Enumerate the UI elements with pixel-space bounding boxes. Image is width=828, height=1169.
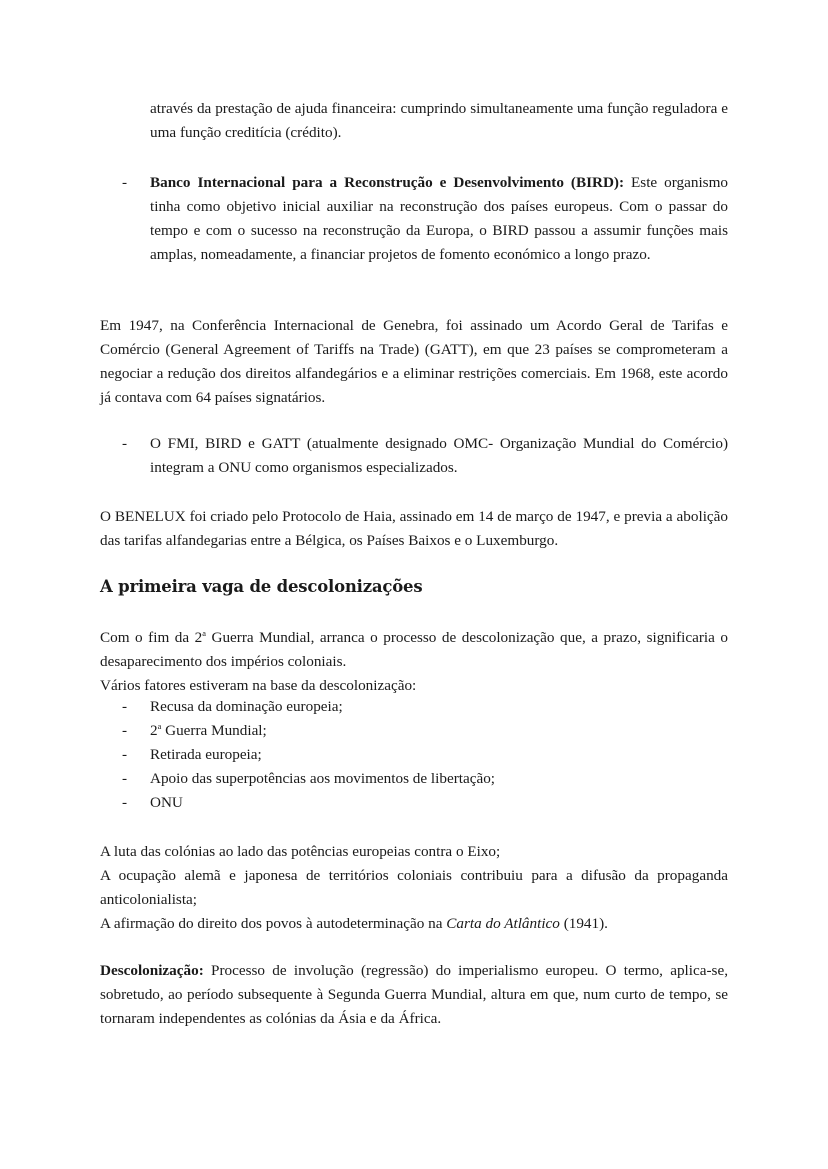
fmi-continuation: [150, 97, 728, 145]
ordinal-superscript: a: [202, 628, 206, 638]
list-dash: -: [122, 794, 128, 811]
list-item-text: [150, 722, 267, 739]
ordinal-number: 2: [150, 722, 158, 739]
gatt-paragraph-text: Em 1947, na Conferência Internacional de Genebra, foi assinado um Acordo Geral de Tarifas e Comércio (General Agreement of Tariffs na Trade) (GATT), em que 23 países se comprometeram a negociar a redução dos direitos alfandegários e a eliminar restrições comerciais. Em 1968, este acordo já contava com 64 países signatários.: [100, 317, 728, 406]
cause-line-2: A ocupação alemã e japonesa de territórios coloniais contribuiu para a difusão da propaganda anticolonialista;: [100, 867, 728, 908]
list-item: [122, 743, 622, 767]
causes-paragraph: [100, 840, 728, 936]
intro-paragraph: [100, 626, 728, 698]
cause-line-1: A luta das colónias ao lado das potências europeias contra o Eixo;: [100, 843, 501, 860]
onu-item-text: O FMI, BIRD e GATT (atualmente designado OMC- Organização Mundial do Comércio) integram a ONU como organismos especializados.: [150, 435, 728, 476]
list-item-text: Apoio das superpotências aos movimentos de libertação;: [150, 770, 496, 787]
list-item-text: Recusa da dominação europeia;: [150, 698, 343, 715]
carta-atlantico-title: Carta do Atlântico: [446, 915, 560, 932]
list-dash: -: [122, 746, 128, 763]
list-item: [122, 767, 622, 791]
factors-list: [122, 695, 622, 815]
ordinal-superscript: a: [157, 721, 162, 731]
factors-lead: Vários fatores estiveram na base da descolonização:: [100, 677, 417, 694]
list-dash: -: [122, 770, 128, 787]
definition-text: Processo de involução (regressão) do imperialismo europeu. O termo, aplica-se, sobretudo, ao período subsequente à Segunda Guerra Mundial, altura em que, num curto de tempo, se tornaram independentes as colónias da Ásia e da África.: [100, 962, 728, 1027]
gatt-paragraph: [100, 314, 728, 410]
definition-term: Descolonização:: [100, 962, 204, 979]
bird-list-item: [122, 171, 728, 267]
definition-paragraph: [100, 959, 728, 1031]
list-item: [122, 791, 622, 815]
list-item: [122, 719, 622, 743]
intro-text: [100, 626, 728, 674]
bird-description: Este organismo tinha como objetivo inicial auxiliar na reconstrução dos países europeus. Com o passar do tempo e com o sucesso na reconstrução da Europa, o BIRD passou a assumir funções mais amplas, nomeadamente, a financiar projetos de fomento económico a longo prazo.: [150, 174, 728, 263]
list-dash: -: [122, 698, 128, 715]
benelux-paragraph: [100, 505, 728, 553]
intro-text-end: Guerra Mundial, arranca o processo de descolonização que, a prazo, significaria o desaparecimento dos impérios coloniais.: [100, 629, 729, 670]
list-dash: -: [122, 435, 128, 452]
intro-text-start: Com o fim da 2: [100, 629, 203, 646]
list-dash: -: [122, 722, 128, 739]
benelux-paragraph-text: O BENELUX foi criado pelo Protocolo de Haia, assinado em 14 de março de 1947, e previa a abolição das tarifas alfandegarias entre a Bélgica, os Países Baixos e o Luxemburgo.: [100, 508, 728, 549]
list-dash: -: [122, 174, 128, 191]
list-item-text-rest: Guerra Mundial;: [161, 722, 267, 739]
cause-line-3-end: (1941).: [559, 915, 608, 932]
list-item-text: Retirada europeia;: [150, 746, 262, 763]
list-item-text: ONU: [150, 794, 183, 811]
onu-list-item: [122, 432, 728, 480]
fmi-continuation-text: através da prestação de ajuda financeira: cumprindo simultaneamente uma função reguladora e uma função creditícia (crédito).: [150, 100, 728, 141]
section-heading: A primeira vaga de descolonizações: [100, 577, 423, 596]
list-item: [122, 695, 622, 719]
cause-line-3: [100, 912, 728, 936]
bird-term: Banco Internacional para a Reconstrução e Desenvolvimento (BIRD):: [150, 174, 625, 191]
cause-line-3-start: A afirmação do direito dos povos à autodeterminação na: [100, 915, 447, 932]
